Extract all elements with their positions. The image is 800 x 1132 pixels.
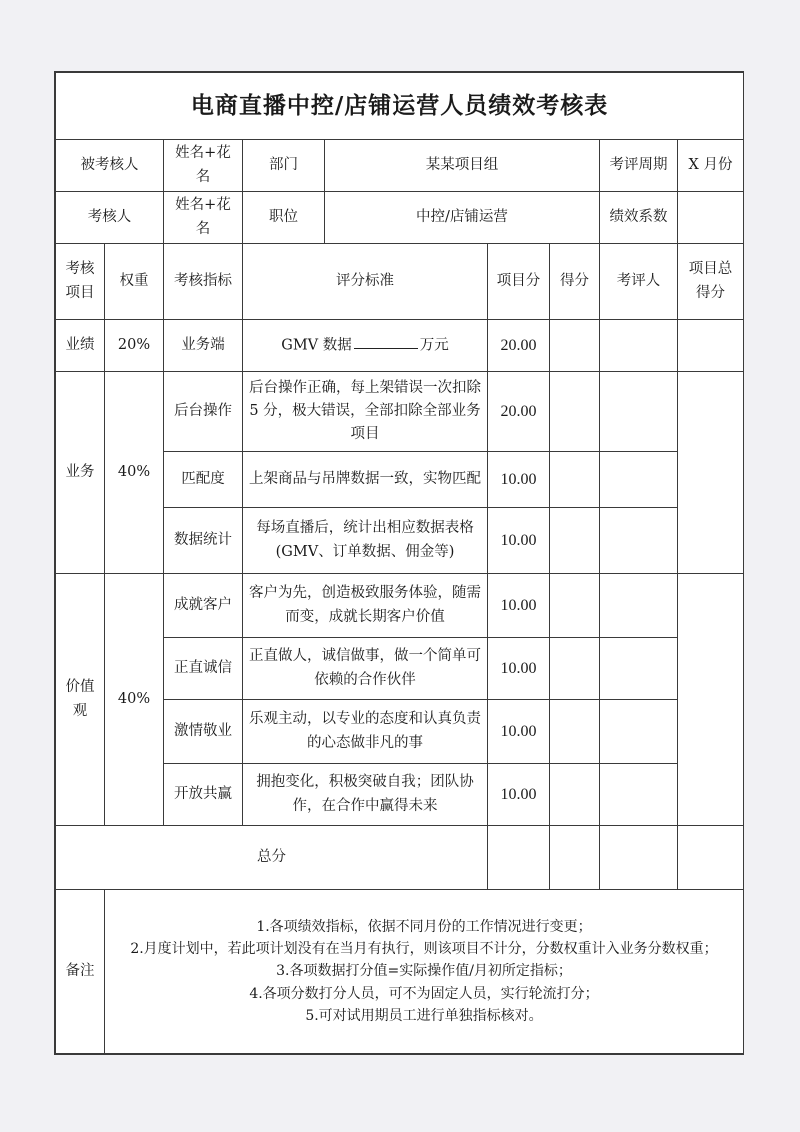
indicator-cell: 业务端 <box>164 320 243 372</box>
criteria-cell: 每场直播后，统计出相应数据表格(GMV、订单数据、佣金等) <box>243 508 488 574</box>
reviewer-field[interactable] <box>600 700 678 764</box>
criteria-cell: 后台操作正确，每上架错误一次扣除 5 分，极大错误，全部扣除全部业务项目 <box>243 372 488 452</box>
table-row <box>56 574 744 638</box>
kpi-dept-label: 部门 <box>243 140 325 192</box>
criteria-cell: 上架商品与吊牌数据一致，实物匹配 <box>243 452 488 508</box>
note-line-2: 2.月度计划中，若此项计划没有在当月有执行，则该项目不计分，分数权重计入业务分数权重； <box>130 940 718 957</box>
points-cell: 20.00 <box>488 320 550 372</box>
section-weight: 40% <box>105 372 164 574</box>
indicator-cell: 成就客户 <box>164 574 243 638</box>
kpi-info-row-2 <box>56 192 744 244</box>
kpi-period-label: 考评周期 <box>600 140 678 192</box>
score-field[interactable] <box>550 700 600 764</box>
score-field[interactable] <box>550 452 600 508</box>
score-field[interactable] <box>550 372 600 452</box>
points-cell: 10.00 <box>488 574 550 638</box>
kpi-coef-label: 绩效系数 <box>600 192 678 244</box>
criteria-prefix: GMV 数据 <box>281 337 352 354</box>
criteria-cell: 拥抱变化，积极突破自我；团队协作，在合作中赢得未来 <box>243 764 488 826</box>
gmv-blank-field[interactable] <box>354 334 418 350</box>
kpi-position-label: 职位 <box>243 192 325 244</box>
section-weight: 20% <box>105 320 164 372</box>
points-cell: 20.00 <box>488 372 550 452</box>
score-field[interactable] <box>550 764 600 826</box>
kpi-assessor-label: 考核人 <box>56 192 164 244</box>
indicator-cell: 匹配度 <box>164 452 243 508</box>
points-cell: 10.00 <box>488 638 550 700</box>
indicator-cell: 正直诚信 <box>164 638 243 700</box>
table-row <box>56 320 744 372</box>
reviewer-field[interactable] <box>600 764 678 826</box>
kpi-assessee-label: 被考核人 <box>56 140 164 192</box>
criteria-cell: 正直做人，诚信做事，做一个简单可依赖的合作伙伴 <box>243 638 488 700</box>
section-name: 业绩 <box>56 320 105 372</box>
total-row <box>56 826 744 890</box>
reviewer-field[interactable] <box>600 372 678 452</box>
notes-content <box>105 890 744 1054</box>
header-reviewer: 考评人 <box>600 244 678 320</box>
notes-row <box>56 890 744 1054</box>
header-total-score: 项目总得分 <box>678 244 744 320</box>
table-row <box>56 372 744 452</box>
points-cell: 10.00 <box>488 508 550 574</box>
total-overall-field[interactable] <box>678 826 744 890</box>
total-score-field[interactable] <box>678 372 744 574</box>
score-field[interactable] <box>550 638 600 700</box>
reviewer-field[interactable] <box>600 320 678 372</box>
total-score-field[interactable] <box>678 574 744 826</box>
header-weight: 权重 <box>105 244 164 320</box>
kpi-coef-value[interactable] <box>678 192 744 244</box>
total-label: 总分 <box>56 826 488 890</box>
kpi-info-row-1 <box>56 140 744 192</box>
score-field[interactable] <box>550 508 600 574</box>
kpi-assessee-value[interactable]: 姓名+花名 <box>164 140 243 192</box>
header-score: 得分 <box>550 244 600 320</box>
reviewer-field[interactable] <box>600 452 678 508</box>
score-field[interactable] <box>550 320 600 372</box>
kpi-position-value[interactable]: 中控/店铺运营 <box>325 192 600 244</box>
kpi-assessor-value[interactable]: 姓名+花名 <box>164 192 243 244</box>
reviewer-field[interactable] <box>600 574 678 638</box>
section-name: 价值观 <box>56 574 105 826</box>
note-line-1: 1.各项绩效指标，依据不同月份的工作情况进行变更； <box>256 918 592 935</box>
criteria-suffix: 万元 <box>419 337 449 354</box>
section-name: 业务 <box>56 372 105 574</box>
points-cell: 10.00 <box>488 700 550 764</box>
header-item-score: 项目分 <box>488 244 550 320</box>
header-indicator: 考核指标 <box>164 244 243 320</box>
kpi-period-value[interactable]: X 月份 <box>678 140 744 192</box>
note-line-4: 4.各项分数打分人员，可不为固定人员，实行轮流打分； <box>249 985 599 1002</box>
total-reviewer-field[interactable] <box>600 826 678 890</box>
score-field[interactable] <box>550 574 600 638</box>
total-score-field[interactable] <box>678 320 744 372</box>
kpi-sheet <box>55 72 743 1054</box>
indicator-cell: 数据统计 <box>164 508 243 574</box>
reviewer-field[interactable] <box>600 508 678 574</box>
criteria-cell: 客户为先，创造极致服务体验，随需而变，成就长期客户价值 <box>243 574 488 638</box>
kpi-table <box>55 72 744 1054</box>
note-line-3: 3.各项数据打分值=实际操作值/月初所定指标； <box>276 963 572 980</box>
notes-label: 备注 <box>56 890 105 1054</box>
indicator-cell: 开放共赢 <box>164 764 243 826</box>
criteria-cell: 乐观主动，以专业的态度和认真负责的心态做非凡的事 <box>243 700 488 764</box>
section-weight: 40% <box>105 574 164 826</box>
points-cell: 10.00 <box>488 452 550 508</box>
total-points-field[interactable] <box>488 826 550 890</box>
header-criteria: 评分标准 <box>243 244 488 320</box>
criteria-cell <box>243 320 488 372</box>
indicator-cell: 后台操作 <box>164 372 243 452</box>
kpi-title: 电商直播中控/店铺运营人员绩效考核表 <box>56 73 744 140</box>
points-cell: 10.00 <box>488 764 550 826</box>
kpi-dept-value[interactable]: 某某项目组 <box>325 140 600 192</box>
indicator-cell: 激情敬业 <box>164 700 243 764</box>
kpi-header-row <box>56 244 744 320</box>
reviewer-field[interactable] <box>600 638 678 700</box>
header-item: 考核项目 <box>56 244 105 320</box>
total-score-field[interactable] <box>550 826 600 890</box>
note-line-5: 5.可对试用期员工进行单独指标核对。 <box>305 1008 543 1025</box>
